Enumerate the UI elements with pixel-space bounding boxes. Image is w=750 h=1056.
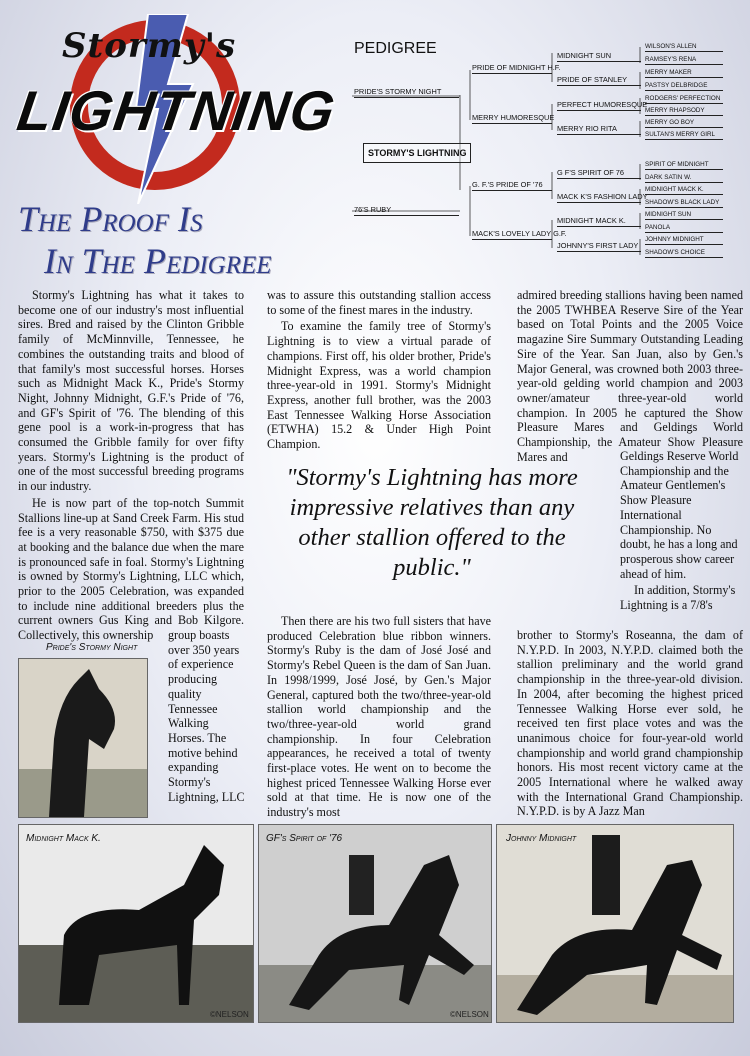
pedigree-gen4: PANOLA — [645, 224, 723, 233]
article-paragraph: To examine the family tree of Stormy's Lightning is to view a virtual parade of champions. First off, his older brother, Pride's Midnight Express, was a world champion three-year-old in 1991. Stormy's Midnight Express, another full brother, was the 2003 East Tennessee Walking Horse Association (ETWHA) 15.2 & Under High Point Champion. — [267, 319, 491, 452]
photo-credit: ©NELSON — [210, 1010, 249, 1019]
pedigree-gen3: MACK K'S FASHION LADY — [557, 192, 648, 201]
photo-credit: ©NELSON — [450, 1010, 489, 1019]
pedigree-gen4: SHADOW'S CHOICE — [645, 249, 723, 258]
horse-photo-icon — [259, 825, 491, 1022]
article-paragraph: Stormy's Lightning has what it takes to become one of our industry's most influential sires. Bred and raised by the Clinton Gribble family of McMinnville, Tennessee, he combines the outstanding traits and blood of that family's most successful horses. Horses such as Midnight Mack K., Pride's Stormy Night, Johnny Midnight, G.F.'s Pride of '76, and GF's Spirit of '76. The blending of this gene pool is a work-in-progress that has consumed the Gribble family for over fifty years. Stormy's Lightning is the product of one of the most successful breeding programs in our industry. — [18, 288, 244, 494]
article-paragraph: He is now part of the top-notch Summit Stallions line-up at Sand Creek Farm. His stud fee is a very reasonable $750, with $375 due at booking and the balance due when the mare is pronounced safe in foal. Stormy's Lightning is owned by Stormy's Lightning, LLC which, prior to the 2005 Celebration, was expanded to include nine additional breeders plus the current owners Gus King and Bob Kilgore. Collectively, this ownership — [18, 495, 244, 643]
midnight-mack-photo — [18, 824, 254, 1023]
pedigree-gen3: G F'S SPIRIT OF 76 — [557, 168, 641, 179]
article-paragraph: Geldings Reserve World Championship and the Amateur Gentlemen's Show Pleasure International Championship. No doubt, he has a long and prosperous show career ahead of him. — [620, 449, 739, 581]
pedigree-gen4: WILSON'S ALLEN — [645, 43, 723, 52]
pedigree-dam-sire: G. F.'S PRIDE OF '76 — [472, 180, 552, 191]
pedigree-connectors — [0, 0, 750, 270]
pedigree-gen4: DARK SATIN W. — [645, 174, 723, 183]
article-paragraph: was to assure this outstanding stallion access to some of the finest mares in the industry. — [267, 288, 491, 317]
pedigree-gen3: PRIDE OF STANLEY — [557, 75, 641, 86]
pedigree-sire-sire: PRIDE OF MIDNIGHT H.F. — [472, 63, 561, 72]
pedigree-chart — [0, 0, 750, 270]
pedigree-gen3: MIDNIGHT MACK K. — [557, 216, 641, 227]
pedigree-dam-dam: MACK'S LOVELY LADY G.F. — [472, 229, 567, 238]
pedigree-title: PEDIGREE — [354, 40, 437, 57]
pedigree-gen4: MERRY MAKER — [645, 69, 723, 78]
article-paragraph: Then there are his two full sisters that have produced Celebration blue ribbon winners. Stormy's Ruby is the dam of José José and Stormy's Rebel Queen is the dam of San Juan. In 1998/1999, José José, by Gen.'s Major General, captured both the two/three-year-old stallion world championship and the two/three-year-old world grand championship. In four Celebration appearances, he received a total of twenty first-place votes. He went on to become the highest priced Tennessee Walking Horse ever sold at that time. He is now one of the industry's most — [267, 614, 491, 820]
article-column-3 — [517, 288, 743, 466]
pedigree-sire: PRIDE'S STORMY NIGHT — [354, 87, 459, 98]
article-paragraph: In addition, Stormy's Lightning is a 7/8's — [620, 583, 736, 613]
pedigree-gen4: MIDNIGHT SUN — [645, 211, 723, 220]
pedigree-sire-dam: MERRY HUMORESQUE — [472, 113, 555, 122]
article-column-3-lower — [517, 628, 743, 821]
photo-caption: GF's Spirit of '76 — [266, 833, 343, 844]
pedigree-gen4: SULTAN'S MERRY GIRL — [645, 131, 723, 140]
headline-line-2: In The Pedigree — [44, 241, 272, 281]
article-paragraph: group boasts over 350 years of experience producing quality Tennessee Walking Horses. The motive behind expanding Stormy's Lightning, LLC — [168, 628, 245, 804]
pedigree-root: STORMY'S LIGHTNING — [363, 143, 471, 163]
logo-lightning-text: LIGHTNING — [13, 79, 340, 142]
pedigree-gen3: MIDNIGHT SUN — [557, 51, 641, 62]
pedigree-gen4: RAMSEY'S RENA — [645, 56, 723, 65]
pedigree-gen4: MERRY GO BOY — [645, 119, 723, 128]
pedigree-gen4: PASTSY DELBRIDGE — [645, 82, 723, 91]
pedigree-gen4: SHADOW'S BLACK LADY — [645, 199, 723, 208]
pull-quote: "Stormy's Lightning has more impressive relatives than any other stallion offered to the public." — [286, 464, 578, 581]
horse-photo-icon — [497, 825, 733, 1022]
photo-caption: Midnight Mack K. — [26, 833, 101, 844]
article-column-1-wrap — [168, 628, 246, 806]
gf-spirit-photo — [258, 824, 492, 1023]
pedigree-gen4: MERRY RHAPSODY — [645, 107, 723, 116]
johnny-midnight-photo — [496, 824, 734, 1023]
pedigree-gen4: MIDNIGHT MACK K. — [645, 186, 723, 195]
pedigree-dam: 76'S RUBY — [354, 205, 459, 216]
article-column-1 — [18, 288, 244, 645]
article-column-2 — [267, 288, 491, 454]
pedigree-gen4: RODGERS' PERFECTION — [645, 95, 723, 104]
article-paragraph: admired breeding stallions having been named the 2005 TWHBEA Reserve Sire of the Year based on Total Points and the 2005 Voice magazine Sire Summary Outstanding Leading Sire of the Year. San Juan, also by Gen.'s Major General, was crowned both 2003 three-year-old gelding world champion and 2003 owner/amateur three-year-old world champion. In 2005 he captured the Show Pleasure Mares and Geldings World Championship, the Amateur Show Pleasure Mares and — [517, 288, 743, 464]
headline-line-1: The Proof Is — [18, 199, 203, 239]
photo-caption: Pride's Stormy Night — [46, 642, 138, 653]
logo-stormy-text: Stormy's — [62, 26, 237, 66]
horse-photo-icon — [19, 659, 147, 817]
photo-caption: Johnny Midnight — [506, 833, 577, 844]
article-column-2-lower — [267, 614, 491, 822]
pedigree-gen4: SPIRIT OF MIDNIGHT — [645, 161, 723, 170]
pedigree-gen4: JOHNNY MIDNIGHT — [645, 236, 723, 245]
pedigree-gen3: JOHNNY'S FIRST LADY — [557, 241, 641, 252]
pedigree-gen3: PERFECT HUMORESQUE — [557, 100, 648, 109]
article-paragraph: brother to Stormy's Roseanna, the dam of N.Y.P.D. In 2003, N.Y.P.D. claimed both the stallion preliminary and the world grand championship in the three-year-old division. In 2004, after becoming the highest priced Tennessee Walking Horse ever sold, he received ten first place votes and was the unanimous choice for four-year-old world championship and world grand championship honors. His most recent victory came at the 2005 International where he walked away with the International Grand Championship. N.Y.P.D. is by A Jazz Man — [517, 628, 743, 819]
horse-photo-icon — [19, 825, 253, 1022]
pedigree-gen3: MERRY RIO RITA — [557, 124, 641, 135]
prides-stormy-night-photo — [18, 658, 148, 818]
article-column-3-wrap — [620, 449, 743, 615]
